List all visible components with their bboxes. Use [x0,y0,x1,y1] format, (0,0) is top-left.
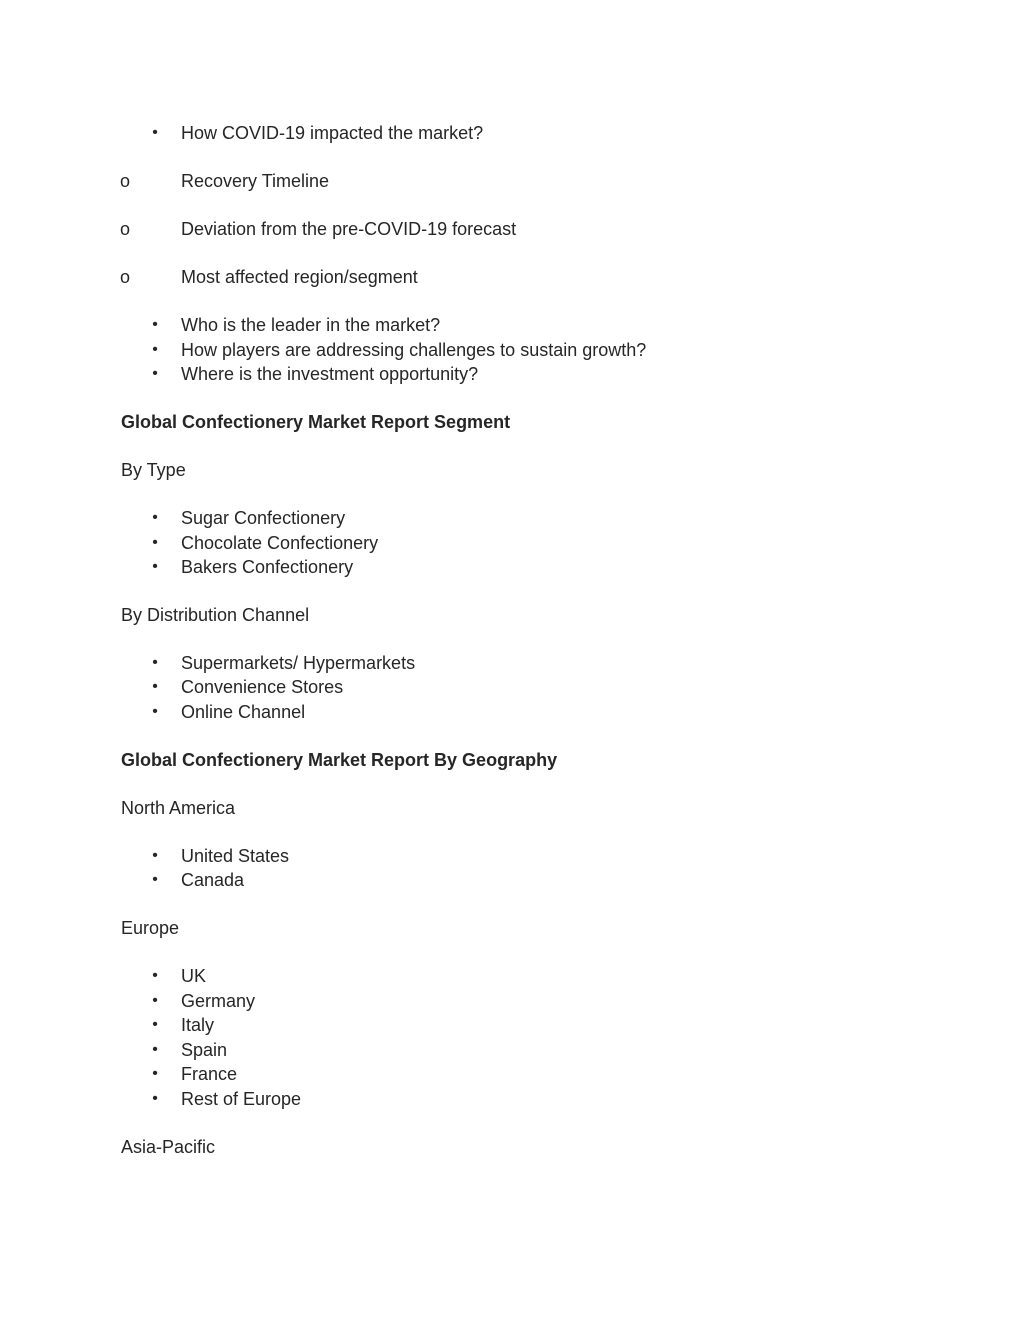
list-item: Supermarkets/ Hypermarkets [181,653,416,673]
circle-marker: o [120,171,131,191]
section-heading: Global Confectionery Market Report Segment [121,412,511,432]
bullet-icon: • [152,871,158,888]
bullet-icon: • [152,992,158,1009]
list-item: Chocolate Confectionery [181,533,379,553]
bullet-icon: • [152,1090,158,1107]
list-item: Italy [181,1015,215,1035]
list-item: Where is the investment opportunity? [181,364,479,384]
bullet-icon: • [152,316,158,333]
circle-marker: o [120,219,131,239]
list-item: Online Channel [181,702,306,722]
subsection-label: By Distribution Channel [121,605,310,625]
bullet-icon: • [152,654,158,671]
bullet-icon: • [152,558,158,575]
list-item: How COVID-19 impacted the market? [181,123,484,143]
region-label: Asia-Pacific [121,1137,216,1157]
list-item: Rest of Europe [181,1089,302,1109]
section-heading: Global Confectionery Market Report By Geography [121,750,558,770]
list-item: Spain [181,1040,228,1060]
list-item: Convenience Stores [181,677,344,697]
list-item: Bakers Confectionery [181,557,354,577]
list-item: Who is the leader in the market? [181,315,441,335]
sub-list-item: Most affected region/segment [181,267,418,287]
bullet-icon: • [152,678,158,695]
bullet-icon: • [152,847,158,864]
list-item: UK [181,966,207,986]
bullet-icon: • [152,1016,158,1033]
bullet-icon: • [152,534,158,551]
list-item: France [181,1064,238,1084]
region-label: Europe [121,918,180,938]
sub-list-item: Deviation from the pre-COVID-19 forecast [181,219,517,239]
bullet-icon: • [152,1065,158,1082]
list-item: Sugar Confectionery [181,508,346,528]
sub-list-item: Recovery Timeline [181,171,330,191]
subsection-label: By Type [121,460,186,480]
list-item: How players are addressing challenges to sustain growth? [181,340,647,360]
bullet-icon: • [152,124,158,141]
bullet-icon: • [152,365,158,382]
list-item: Canada [181,870,245,890]
list-item: United States [181,846,290,866]
region-label: North America [121,798,236,818]
bullet-icon: • [152,967,158,984]
bullet-icon: • [152,509,158,526]
circle-marker: o [120,267,131,287]
list-item: Germany [181,991,256,1011]
bullet-icon: • [152,341,158,358]
bullet-icon: • [152,1041,158,1058]
bullet-icon: • [152,703,158,720]
